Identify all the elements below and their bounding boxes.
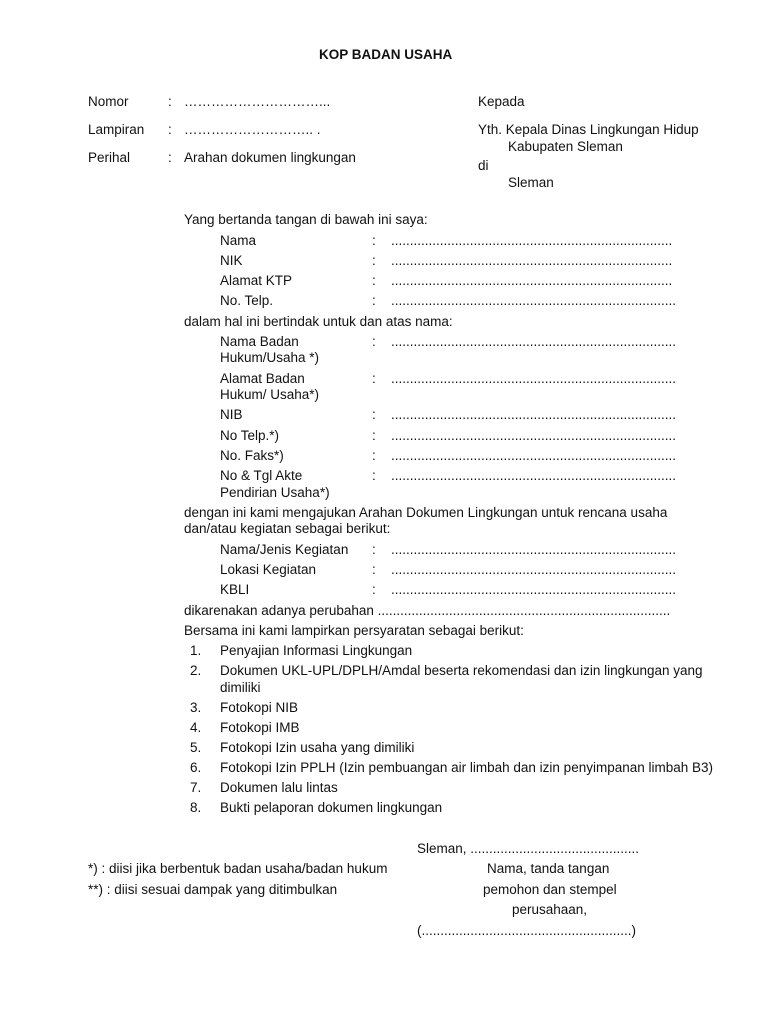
signature-line-2: pemohon dan stempel [483,882,617,897]
field-alamat-badan-dots: ............................................................................ [391,371,677,386]
field-alamat-badan-label: Alamat Badan [220,371,305,386]
intro-text: Yang bertanda tangan di bawah ini saya: [184,212,428,227]
attachment-number: 1. [190,643,202,658]
field-nib-dots: ............................................................................ [391,407,677,422]
field-telp-dots: ............................................................................ [391,293,677,308]
field-nik-colon: : [372,253,376,268]
perihal-value: Arahan dokumen lingkungan [184,150,356,165]
field-faks-colon: : [372,448,376,463]
field-company-telp-label: No Telp.*) [220,428,280,443]
letterhead-title: KOP BADAN USAHA [319,47,453,62]
field-jenis-kegiatan-colon: : [372,542,376,557]
field-kbli-dots: ............................................................................ [391,582,677,597]
field-telp-label: No. Telp. [220,293,274,308]
attachment-number: 5. [190,740,202,755]
field-nama-badan-colon: : [372,334,376,349]
field-nama-badan-label: Nama Badan [220,334,299,349]
attachment-number: 7. [190,780,202,795]
field-lokasi-dots: ............................................................................ [391,562,677,577]
field-alamat-badan-label-2: Hukum/ Usaha*) [220,387,320,402]
field-faks-dots: ............................................................................ [391,448,677,463]
attachment-item: Fotokopi Izin usaha yang dimiliki [220,740,415,755]
attachment-number: 6. [190,760,202,775]
field-lokasi-label: Lokasi Kegiatan [220,562,317,577]
field-company-telp-colon: : [372,428,376,443]
field-akte-label-2: Pendirian Usaha*) [220,485,330,500]
footnote-badan-usaha: *) : diisi jika berbentuk badan usaha/badan hukum [88,861,388,876]
field-alamat-ktp-dots: ........................................................................... [391,273,673,288]
field-nik-dots: ........................................................................... [391,253,673,268]
reason-text: dikarenakan adanya perubahan .............................................................................. [184,603,671,618]
field-kbli-colon: : [372,582,376,597]
field-alamat-ktp-colon: : [372,273,376,288]
attachment-number: 3. [190,700,202,715]
nomor-label: Nomor [88,94,129,109]
signature-line-3: perusahaan, [512,902,588,917]
field-kbli-label: KBLI [220,582,250,597]
lampiran-colon: : [168,122,172,137]
signature-place-date: Sleman, ............................................. [417,841,640,856]
recipient-kabupaten: Kabupaten Sleman [508,139,623,154]
field-faks-label: No. Faks*) [220,448,284,463]
field-nama-badan-dots: ............................................................................ [391,334,677,349]
field-telp-colon: : [372,293,376,308]
attachment-item: Dokumen lalu lintas [220,780,338,795]
attachment-item: Fotokopi Izin PPLH (Izin pembuangan air limbah dan izin penyimpanan limbah B3) [220,760,714,775]
submission-line-1: dengan ini kami mengajukan Arahan Dokumen Lingkungan untuk rencana usaha [184,505,668,520]
attachment-item: Penyajian Informasi Lingkungan [220,643,413,658]
attachment-number: 2. [190,663,202,678]
field-jenis-kegiatan-dots: ............................................................................ [391,542,677,557]
field-akte-colon: : [372,468,376,483]
field-nama-label: Nama [220,233,257,248]
nomor-colon: : [168,94,172,109]
field-akte-dots: ............................................................................ [391,468,677,483]
field-company-telp-dots: ............................................................................ [391,428,677,443]
perihal-label: Perihal [88,150,131,165]
attachment-item: Bukti pelaporan dokumen lingkungan [220,800,443,815]
recipient-di: di [478,158,489,173]
field-jenis-kegiatan-label: Nama/Jenis Kegiatan [220,542,349,557]
field-alamat-badan-colon: : [372,371,376,386]
attachment-item: Fotokopi IMB [220,720,300,735]
attachments-intro: Bersama ini kami lampirkan persyaratan sebagai berikut: [184,623,524,638]
footnote-dampak: **) : diisi sesuai dampak yang ditimbulkan [88,882,338,897]
field-nama-colon: : [372,233,376,248]
lampiran-label: Lampiran [88,122,145,137]
on-behalf-text: dalam hal ini bertindak untuk dan atas nama: [184,314,453,329]
field-akte-label: No & Tgl Akte [220,468,303,483]
recipient-kepada: Kepada [478,94,525,109]
field-nib-label: NIB [220,407,243,422]
nomor-value: …………………………... [184,94,331,109]
attachment-item: Fotokopi NIB [220,700,299,715]
signature-bracket: (........................................................) [417,923,637,938]
field-nama-badan-label-2: Hukum/Usaha *) [220,350,320,365]
attachment-number: 8. [190,800,202,815]
recipient-yth: Yth. Kepala Dinas Lingkungan Hidup [478,122,699,137]
submission-line-2: dan/atau kegiatan sebagai berikut: [184,521,391,536]
field-nib-colon: : [372,407,376,422]
attachment-item: Dokumen UKL-UPL/DPLH/Amdal beserta rekomendasi dan izin lingkungan yang [220,663,703,678]
field-nama-dots: ........................................................................... [391,233,673,248]
perihal-colon: : [168,150,172,165]
field-lokasi-colon: : [372,562,376,577]
lampiran-value: ……………………….. . [184,122,321,137]
recipient-city: Sleman [508,175,554,190]
field-alamat-ktp-label: Alamat KTP [220,273,293,288]
signature-line-1: Nama, tanda tangan [487,861,610,876]
field-nik-label: NIK [220,253,243,268]
attachment-number: 4. [190,720,202,735]
attachment-item-continuation: dimiliki [220,680,261,695]
